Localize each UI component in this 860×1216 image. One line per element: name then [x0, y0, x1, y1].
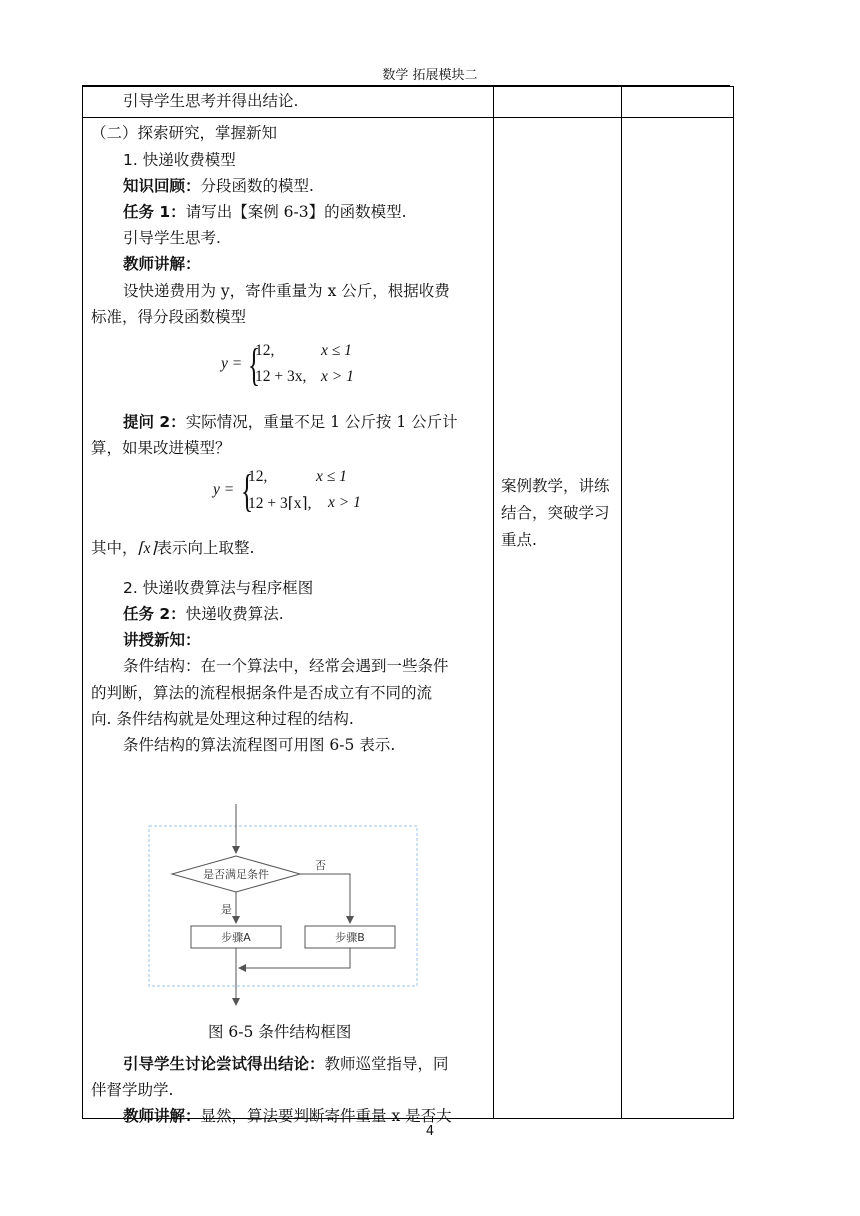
paragraph-line: 向. 条件结构就是处理这种过程的结构.	[91, 710, 354, 728]
paragraph-line: 条件结构的算法流程图可用图 6-5 表示.	[123, 736, 396, 754]
conclusion-text: 引导学生思考并得出结论.	[123, 92, 299, 110]
paragraph-line: 条件结构：在一个算法中，经常会遇到一些条件	[123, 657, 449, 675]
paragraph-line: 设快递费用为 y，寄件重量为 x 公斤，根据收费	[123, 282, 450, 300]
paragraph-line: 算，如果改进模型？	[91, 439, 231, 457]
method-cell	[494, 87, 622, 118]
subheading-2: 2. 快递收费算法与程序框图	[123, 579, 314, 597]
lesson-table	[82, 86, 734, 1125]
subheading-1: 1. 快递收费模型	[123, 151, 236, 169]
no-label: 否	[315, 859, 326, 872]
flowchart	[143, 770, 433, 1010]
review-line: 知识回顾：分段函数的模型.	[123, 177, 314, 195]
page-header: 数学 拓展模块二	[382, 68, 478, 83]
table-row	[83, 87, 734, 118]
step-a-label: 步骤A	[221, 931, 251, 944]
task1-line: 任务 1：请写出【案例 6-3】的函数模型.	[123, 203, 407, 221]
decision-label: 是否满足条件	[203, 868, 269, 881]
task2-line: 任务 2：快递收费算法.	[123, 605, 284, 623]
teacher2-line: 教师讲解：显然，算法要判断寄件重量 x 是否大	[123, 1107, 452, 1125]
yes-label: 是	[221, 903, 232, 916]
content-cell: （二）探索研究，掌握新知 1. 快递收费模型 知识回顾：分段函数的模型. 任务 1：请写出【案例 6-3】的函数模型. 引导学生思考. 教师讲解： 设快递费用为 y，寄件重量为 x 公斤，根据收费 标准，得分段函数模型 y = { 12, x ≤ 1 12 + 3x, x > 1 提问 2：实际情况，重量不足 1 公斤按 1 公斤计 算，如果改进模型？ y = { 12, x ≤ 1 12 + 3⌈x⌉, x > 1 其中，⌈x⌉表示向上取整. 2. 快递收费算法与程序框图 任务 2：快递收费算法. 讲授新知： 条件结构：在一个算法中，经常会遇到一些条件 的判断，算法的流程根据条件是否成立有不同的流 向. 条件结构就是处理这种过程的结构. 条件结构的算法流程图可用图 6-5 表示. 是否满足条件 否 是 步骤A 步骤B 图 6-5 条件结构框图 引导学生讨论尝试得出结论：教师巡堂指导，同 伴督学助学. 教师讲解：显然，算法要判断寄件重量 x 是否大	[83, 118, 494, 1119]
table-row	[83, 118, 734, 1119]
page-number: 4	[425, 1124, 435, 1139]
step-b-label: 步骤B	[335, 931, 365, 944]
paragraph-line: 的判断，算法的流程根据条件是否成立有不同的流	[91, 684, 433, 702]
brace-icon: {	[241, 465, 254, 516]
paragraph-line: 伴督学助学.	[91, 1081, 174, 1099]
notes-cell	[622, 87, 734, 118]
brace-icon: {	[248, 339, 261, 390]
content-cell	[83, 87, 494, 118]
ceil-note: 其中，⌈x⌉表示向上取整.	[91, 539, 255, 557]
teacher-label: 教师讲解：	[123, 255, 201, 273]
new-knowledge-label: 讲授新知：	[123, 631, 201, 649]
dashed-frame	[149, 826, 417, 986]
guide-line: 引导学生思考.	[123, 229, 221, 247]
method-cell	[494, 118, 622, 1119]
question2-line: 提问 2：实际情况，重量不足 1 公斤按 1 公斤计	[123, 413, 458, 431]
discuss-line: 引导学生讨论尝试得出结论：教师巡堂指导，同	[123, 1055, 449, 1073]
side-note: 案例教学，讲练结合，突破学习重点.	[501, 477, 610, 549]
section-heading: （二）探索研究，掌握新知	[91, 124, 278, 142]
paragraph-line: 标准，得分段函数模型	[91, 308, 247, 326]
notes-cell	[622, 118, 734, 1119]
figure-caption: 图 6-5 条件结构框图	[208, 1023, 352, 1041]
